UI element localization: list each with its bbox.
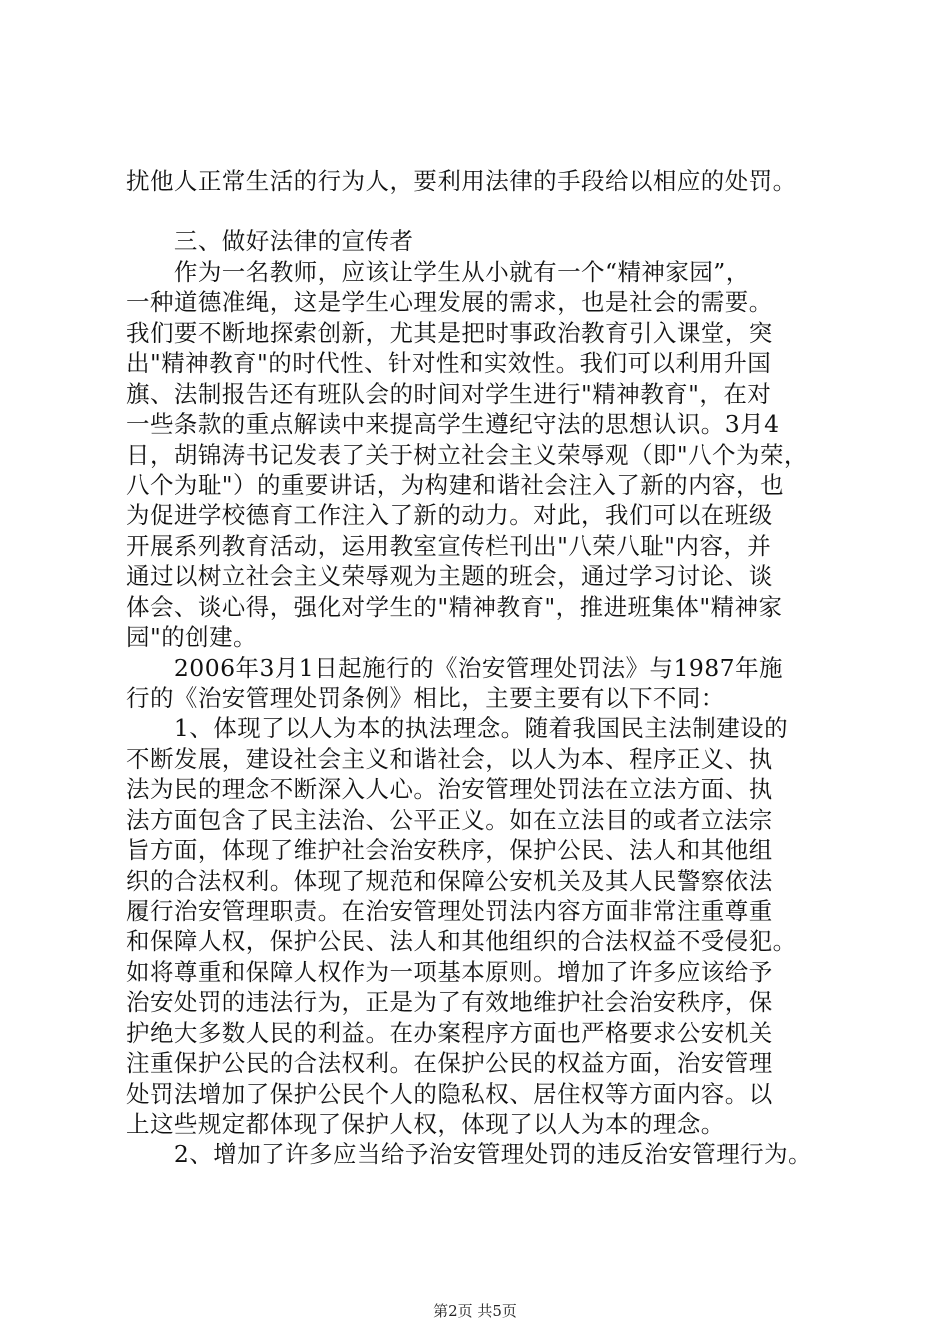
text-line: 处罚法增加了保护公民个人的隐私权、居住权等方面内容。以 (126, 1079, 773, 1108)
text-line: 一种道德准绳，这是学生心理发展的需求，也是社会的需要。 (126, 288, 773, 317)
text-line: 三、做好法律的宣传者 (126, 227, 414, 255)
page-footer: 第2页 共5页 (433, 1302, 517, 1320)
text-line: 园"的创建。 (126, 623, 258, 652)
text-line: 和保障人权，保护公民、法人和其他组织的合法权益不受侵犯。 (126, 927, 797, 956)
text-line: 履行治安管理职责。在治安管理处罚法内容方面非常注重尊重 (126, 897, 773, 926)
text-line: 旨方面，体现了维护社会治安秩序，保护公民、法人和其他组 (126, 836, 773, 865)
text-line: 注重保护公民的合法权利。在保护公民的权益方面，治安管理 (126, 1049, 773, 1078)
text-line: 我们要不断地探索创新，尤其是把时事政治教育引入课堂，突 (126, 318, 773, 347)
text-line: 织的合法权利。体现了规范和保障公安机关及其人民警察依法 (126, 866, 773, 895)
text-line: 护绝大多数人民的利益。在办案程序方面也严格要求公安机关 (126, 1018, 773, 1047)
text-line: 行的《治安管理处罚条例》相比，主要主要有以下不同： (126, 684, 725, 713)
text-line: 日，胡锦涛书记发表了关于树立社会主义荣辱观（即"八个为荣， (126, 440, 808, 469)
text-line: 法为民的理念不断深入人心。治安管理处罚法在立法方面、执 (126, 775, 773, 804)
text-line: 上这些规定都体现了保护人权，体现了以人为本的理念。 (126, 1110, 725, 1139)
text-line: 1、体现了以人为本的执法理念。随着我国民主法制建设的 (126, 714, 789, 743)
text-line: 作为一名教师，应该让学生从小就有一个“精神家园”， (126, 258, 750, 286)
text-line: 治安处罚的违法行为，正是为了有效地维护社会治安秩序，保 (126, 988, 773, 1017)
text-line: 法方面包含了民主法治、公平正义。如在立法目的或者立法宗 (126, 805, 773, 834)
text-line: 旗、法制报告还有班队会的时间对学生进行"精神教育"，在对 (126, 379, 772, 408)
text-line: 体会、谈心得，强化对学生的"精神教育"，推进班集体"精神家 (126, 592, 783, 621)
text-line: 八个为耻"）的重要讲话，为构建和谐社会注入了新的内容，也 (126, 471, 784, 499)
text-line: 如将尊重和保障人权作为一项基本原则。增加了许多应该给予 (126, 957, 773, 986)
text-line: 扰他人正常生活的行为人，要利用法律的手段给以相应的处罚。 (126, 167, 797, 195)
text-line: 2006年3月1日起施行的《治安管理处罚法》与1987年施 (126, 653, 783, 682)
text-line: 出"精神教育"的时代性、针对性和实效性。我们可以利用升国 (126, 349, 772, 378)
text-line: 2、增加了许多应当给予治安管理处罚的违反治安管理行为。 (126, 1140, 813, 1169)
text-line: 为促进学校德育工作注入了新的动力。对此，我们可以在班级 (126, 501, 773, 530)
text-line: 开展系列教育活动，运用教室宣传栏刊出"八荣八耻"内容，并 (126, 531, 772, 560)
text-line: 不断发展，建设社会主义和谐社会，以人为本、程序正义、执 (126, 744, 773, 773)
text-line: 通过以树立社会主义荣辱观为主题的班会，通过学习讨论、谈 (126, 562, 773, 591)
text-line: 一些条款的重点解读中来提高学生遵纪守法的思想认识。3月4 (126, 410, 780, 439)
